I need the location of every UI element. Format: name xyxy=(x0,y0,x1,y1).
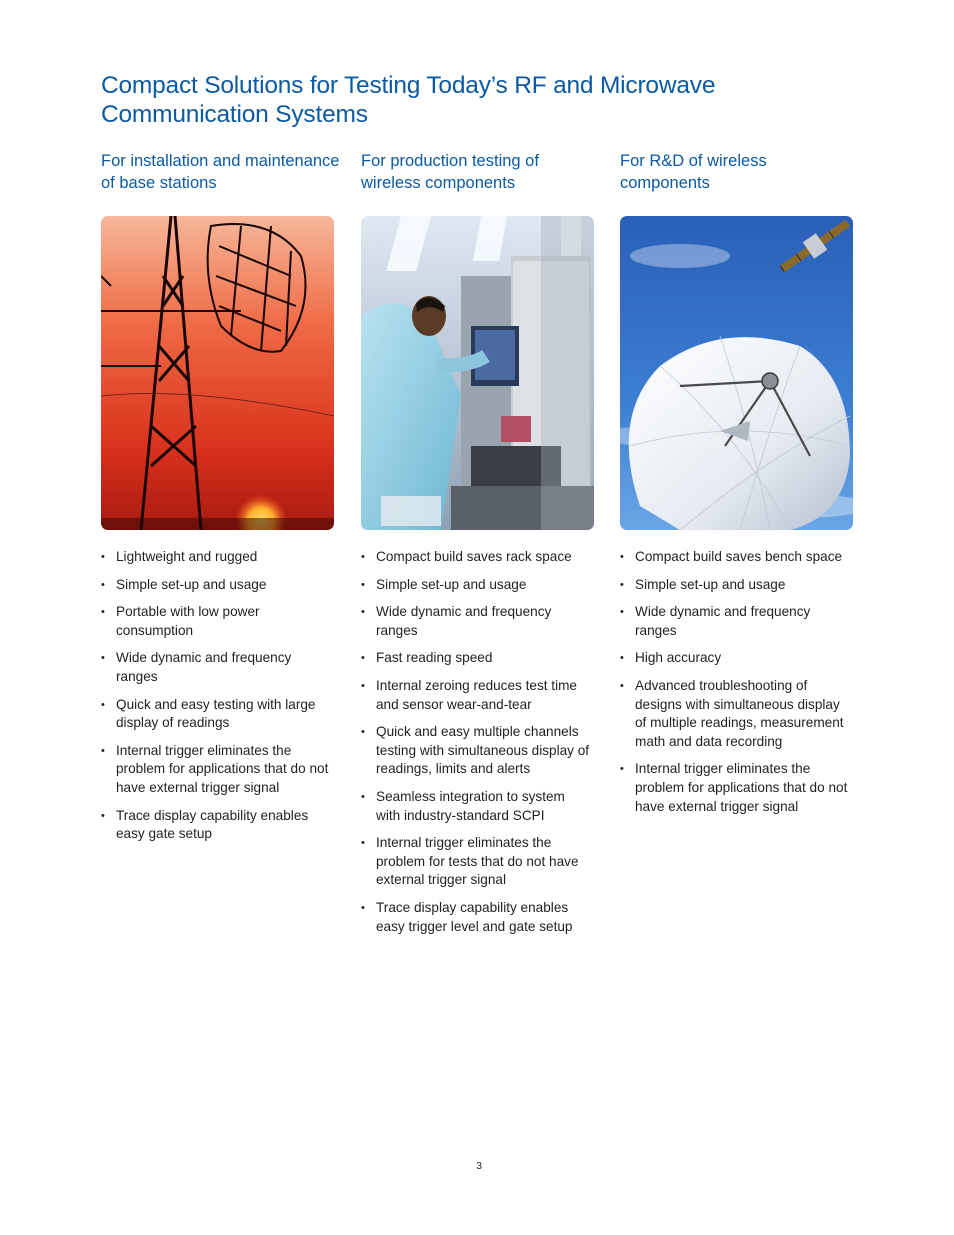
bullet-icon: • xyxy=(620,606,624,619)
bullet-icon: • xyxy=(620,763,624,776)
column-heading: For production testing of wireless components xyxy=(361,152,539,192)
bullet-icon: • xyxy=(361,837,365,850)
column-heading: For installation and maintenance of base stations xyxy=(101,152,340,192)
list-item: • Simple set-up and usage xyxy=(620,576,850,595)
list-item: • Internal trigger eliminates the problem for applications that do not have external trigger signal xyxy=(620,761,848,814)
bullet-icon: • xyxy=(361,551,365,563)
list-item: • Internal trigger eliminates the problem for applications that do not have external trigger signal xyxy=(101,742,329,795)
technician-test-rack-photo xyxy=(361,216,594,530)
list-item: • Lightweight and rugged xyxy=(101,548,331,567)
list-item: • Wide dynamic and frequency ranges xyxy=(101,650,292,684)
bullet-icon: • xyxy=(620,679,624,692)
bullet-icon: • xyxy=(101,606,105,619)
list-item: • High accuracy xyxy=(620,649,850,668)
satellite-dish-photo xyxy=(620,216,853,530)
list-item: • Portable with low power consumption xyxy=(101,604,260,638)
list-item: • Quick and easy multiple channels testing with simultaneous display of readings, limits and alerts xyxy=(361,724,590,777)
list-item: • Advanced troubleshooting of designs with simultaneous display of multiple readings, measurement math and data recording xyxy=(620,677,844,749)
feature-list xyxy=(620,548,860,816)
list-item: • Internal zeroing reduces test time and sensor wear-and-tear xyxy=(361,677,577,712)
column-production-testing xyxy=(361,150,601,945)
bullet-icon: • xyxy=(361,606,365,619)
list-item: • Simple set-up and usage xyxy=(361,576,591,595)
bullet-icon: • xyxy=(101,578,105,591)
column-heading: For R&D of wireless components xyxy=(620,152,767,192)
list-item: • Compact build saves rack space xyxy=(361,548,591,567)
list-item: • Wide dynamic and frequency ranges xyxy=(361,604,552,638)
bullet-icon: • xyxy=(101,698,105,711)
list-item: • Compact build saves bench space xyxy=(620,548,850,567)
list-item: • Trace display capability enables easy trigger level and gate setup xyxy=(361,899,573,934)
list-item: • Wide dynamic and frequency ranges xyxy=(620,604,811,638)
bullet-icon: • xyxy=(361,652,365,665)
feature-list xyxy=(361,548,601,936)
list-item: • Quick and easy testing with large display of readings xyxy=(101,696,316,731)
bullet-icon: • xyxy=(361,790,365,803)
bullet-icon: • xyxy=(361,901,365,914)
column-rnd xyxy=(620,150,860,825)
list-item: • Trace display capability enables easy gate setup xyxy=(101,807,309,842)
bullet-icon: • xyxy=(101,652,105,665)
list-item: • Fast reading speed xyxy=(361,649,591,668)
bullet-icon: • xyxy=(361,726,365,739)
antenna-tower-sunset-photo xyxy=(101,216,334,530)
list-item: • Internal trigger eliminates the problem for tests that do not have external trigger signal xyxy=(361,835,579,888)
column-base-stations xyxy=(101,150,341,853)
bullet-icon: • xyxy=(620,652,624,665)
bullet-icon: • xyxy=(620,551,624,563)
feature-list xyxy=(101,548,341,844)
page-number: 3 xyxy=(476,1160,482,1172)
list-item: • Seamless integration to system with industry-standard SCPI xyxy=(361,788,565,823)
bullet-icon: • xyxy=(101,551,105,563)
list-item: • Simple set-up and usage xyxy=(101,576,331,595)
bullet-icon: • xyxy=(101,744,105,757)
bullet-icon: • xyxy=(101,809,105,822)
bullet-icon: • xyxy=(361,679,365,692)
bullet-icon: • xyxy=(620,578,624,591)
bullet-icon: • xyxy=(361,578,365,591)
page-title: Compact Solutions for Testing Today’s RF and Microwave Communication Systems xyxy=(101,72,716,128)
